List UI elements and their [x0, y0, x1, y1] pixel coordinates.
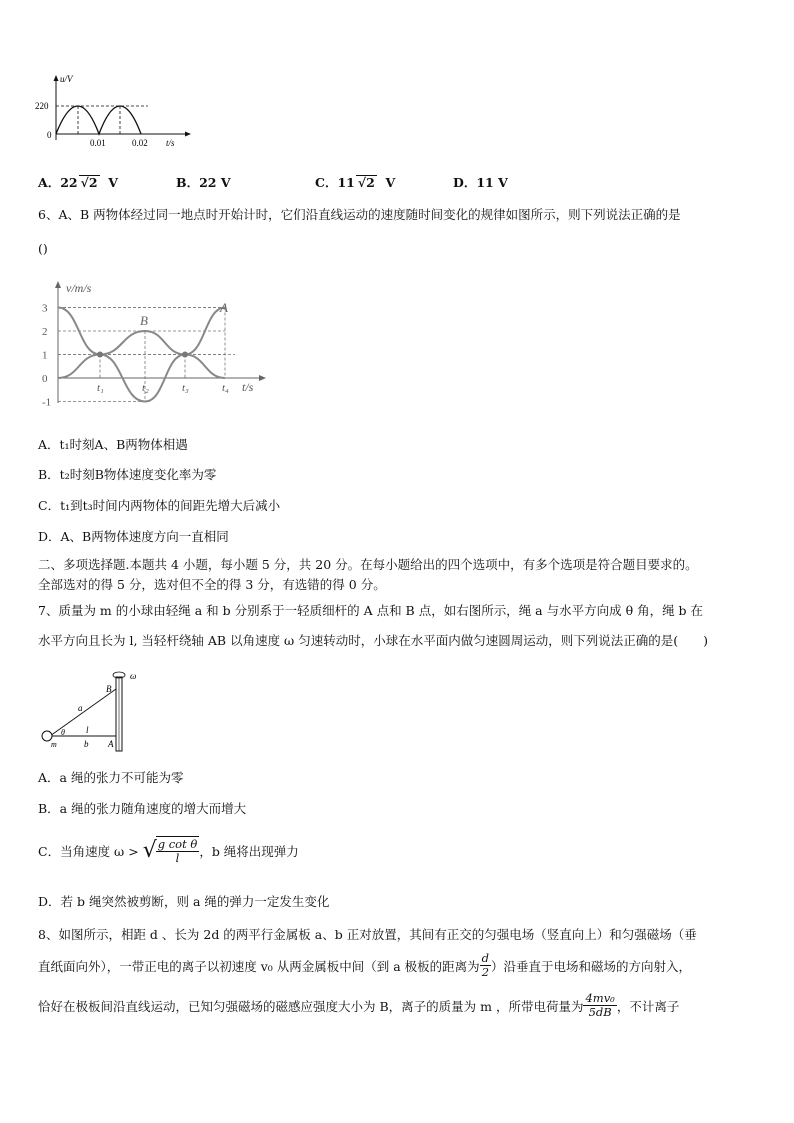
y-tick-label: 2 — [42, 326, 48, 338]
q5-option-d[interactable]: D．11 V — [453, 175, 508, 190]
svg-text:ω: ω — [130, 671, 137, 681]
x-tick-label: t₁ — [97, 382, 104, 394]
y-axis-label: v/m/s — [66, 281, 92, 295]
q6-option-c[interactable]: C．t₁到t₃时间内两物体的间距先增大后减小 — [38, 498, 281, 513]
x-axis-label: t/s — [242, 380, 254, 394]
svg-text:A: A — [108, 739, 114, 749]
svg-text:a: a — [78, 703, 83, 713]
q5-option-a[interactable]: A．22 √2 V — [38, 175, 118, 190]
series-label-B: B — [140, 313, 148, 329]
x-tick-label: t₄ — [222, 382, 229, 394]
option-c-fraction: $\frac{\text{g cot θ}}{l}$ — [157, 837, 198, 865]
y-tick-label: 1 — [42, 349, 48, 362]
q6-option-b[interactable]: B．t₂时刻B物体速度变化率为零 — [38, 467, 217, 482]
svg-text:m: m — [51, 740, 57, 749]
sqrt-symbol: √2 — [80, 175, 98, 190]
x-axis-arrow — [259, 375, 266, 381]
rope-a — [50, 689, 116, 736]
svg-text:B: B — [106, 684, 112, 694]
section2-line2: 全部选对的得 5 分，选对但不全的得 3 分，有选错的得 0 分。 — [38, 577, 386, 592]
q8-line3: 恰好在极板间沿直线运动，已知匀强磁场的磁感应强度大小为 B，离子的质量为 m ，所带电荷量为 $\frac{\text{4mv₀}}{5dB}$ ，不计离子 — [38, 991, 680, 1019]
graph-xtick-002: 0.02 — [132, 138, 148, 148]
y-tick-label: 3 — [42, 302, 48, 315]
svg-text:l: l — [86, 725, 89, 735]
q7-option-d[interactable]: D．若 b 绳突然被剪断，则 a 绳的弹力一定发生变化 — [38, 894, 330, 909]
svg-text:b: b — [84, 739, 89, 749]
q7-stem-line1: 7、质量为 m 的小球由轻绳 a 和 b 分别系于一轻质细杆的 A 点和 B 点，如右图所示，绳 a 与水平方向成 θ 角，绳 b 在 — [38, 603, 704, 618]
voltage-time-graph — [30, 70, 200, 152]
q8-line2: 直纸面向外），一带正电的离子以初速度 v₀ 从两金属板中间（到 a 极板的距离为 $\frac{d}{2}$ ）沿垂直于电场和磁场的方向射入， — [38, 951, 692, 979]
intersection-point — [182, 352, 188, 358]
y-tick-label: -1 — [42, 396, 52, 409]
x-tick-label: t₂ — [142, 382, 149, 394]
intersection-point — [97, 352, 103, 358]
q8-fraction-charge: $\frac{\text{4mv₀}}{5dB}$ — [585, 991, 615, 1019]
sqrt-symbol: √ — [142, 837, 157, 863]
q7-stem-line2: 水平方向且长为 l, 当轻杆绕轴 AB 以角速度 ω 匀速转动时，小球在水平面内做匀速圆周运动，则下列说法正确的是( ) — [38, 633, 708, 648]
q8-fraction-d-over-2: $\frac{d}{2}$ — [481, 951, 490, 979]
q6-option-d[interactable]: D．A、B两物体速度方向一直相同 — [38, 529, 229, 544]
series-label-A: A — [220, 300, 228, 316]
y-tick-label: 0 — [42, 373, 48, 385]
graph-ylabel: u/V — [60, 74, 73, 84]
q7-option-b[interactable]: B．a 绳的张力随角速度的增大而增大 — [38, 801, 247, 816]
rotating-rod-figure — [36, 665, 156, 755]
sqrt-symbol: √2 — [357, 175, 375, 190]
q5-option-b[interactable]: B．22 V — [176, 175, 231, 190]
q6-stem-line2: () — [38, 241, 48, 256]
q7-option-c[interactable]: C．当角速度 ω > √ $\frac{\text{g cot θ}}{l}$ ，b 绳将出现弹力 — [38, 837, 299, 865]
graph-ytick-220: 220 — [35, 101, 49, 111]
q7-option-a[interactable]: A．a 绳的张力不可能为零 — [38, 770, 184, 785]
rectified-sine-curve — [56, 106, 141, 134]
graph-xtick-001: 0.01 — [90, 138, 106, 148]
x-tick-label: t₃ — [182, 382, 189, 394]
q8-line1: 8、如图所示，相距 d 、长为 2d 的两平行金属板 a、b 正对放置，其间有正交的匀强电场（竖直向上）和匀强磁场（垂 — [38, 927, 697, 942]
q6-option-a[interactable]: A．t₁时刻A、B两物体相遇 — [38, 437, 188, 452]
svg-text:θ: θ — [61, 728, 65, 737]
y-axis-arrow — [55, 281, 61, 288]
q6-stem-line1: 6、A、B 两物体经过同一地点时开始计时，它们沿直线运动的速度随时间变化的规律如图所示，则下列说法正确的是 — [38, 207, 681, 222]
graph-ytick-0: 0 — [47, 130, 52, 140]
q5-options — [38, 173, 638, 191]
section2-line1: 二、多项选择题.本题共 4 小题，每小题 5 分，共 20 分。在每小题给出的四个选项中，有多个选项是符合题目要求的。 — [38, 557, 698, 572]
q5-option-c[interactable]: C．11 √2 V — [315, 175, 396, 190]
velocity-time-chart — [30, 275, 280, 415]
graph-xlabel: t/s — [166, 138, 175, 148]
